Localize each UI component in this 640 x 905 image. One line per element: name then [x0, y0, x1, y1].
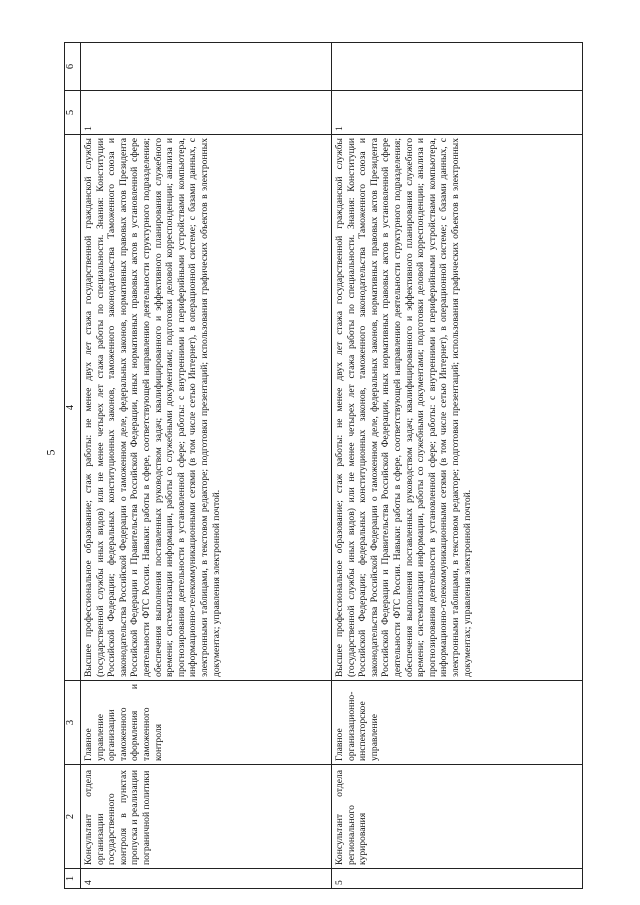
header-col-2: 2 — [65, 765, 81, 869]
header-row — [65, 43, 81, 889]
qualification-requirements: Высшее профессиональное образование; стаж работы: не менее двух лет стажа государственной гражданской службы (государственной службы иных видов) или не менее четырех лет стажа работы по специальности. Знания: Конституции Российской Федерации; федеральных конституционных законов, таможенного законодательства Таможенного союза и законодательства Российской Федерации о таможенном деле, федеральных законов, нормативных правовых актов Президента Российской Федерации и Правительства Российской Федерации, иных нормативных правовых актов в установленной сфере деятельности ФТС России. Навыки: работы в сфере, соответствующей направлению деятельности структурного подразделения; обеспечения выполнения поставленных руководством задач; квалифицированного и эффективного планирования служебного времени; систематизации информации, работы со служебными документами; подготовки деловой корреспонденции; анализа и прогнозирования деятельности в установленной сфере; работы: с внутренними и периферийными устройствами компьютера, информационно-телекоммуникационными сетями (в том числе сетью Интернет), в операционной системе; с базами данных, с электронными таблицами, в текстовом редакторе; подготовки презентаций; использования графических объектов в электронных документах; управления электронной почтой. — [332, 135, 583, 681]
position-title: Консультант отдела организации государственного контроля в пунктах пропуска и реализации пограничной политики — [81, 765, 332, 869]
header-col-6: 6 — [65, 43, 81, 91]
col6-value — [81, 43, 332, 91]
header-col-1: 1 — [65, 869, 81, 889]
col5-value: 1 — [81, 91, 332, 135]
row-number: 5 — [332, 869, 583, 889]
positions-table — [64, 42, 583, 889]
row-number: 4 — [81, 869, 332, 889]
division-name: Главное управление организации таможенного оформления и таможенного контроля — [81, 681, 332, 765]
header-col-5: 5 — [65, 91, 81, 135]
header-col-3: 3 — [65, 681, 81, 765]
table-row — [332, 43, 583, 889]
position-title: Консультант отдела регионального курирования — [332, 765, 583, 869]
header-col-4: 4 — [65, 135, 81, 681]
division-name: Главное организационно-инспекторское управление — [332, 681, 583, 765]
col6-value — [332, 43, 583, 91]
qualification-requirements: Высшее профессиональное образование; стаж работы: не менее двух лет стажа государственной гражданской службы (государственной службы иных видов) или не менее четырех лет стажа работы по специальности. Знания: Конституции Российской Федерации; федеральных конституционных законов, таможенного законодательства Таможенного союза и законодательства Российской Федерации о таможенном деле, федеральных законов, нормативных правовых актов Президента Российской Федерации и Правительства Российской Федерации, иных нормативных правовых актов в установленной сфере деятельности ФТС России. Навыки: работы в сфере, соответствующей направлению деятельности структурного подразделения; обеспечения выполнения поставленных руководством задач; квалифицированного и эффективного планирования служебного времени; систематизации информации, работы со служебными документами; подготовки деловой корреспонденции; анализа и прогнозирования деятельности в установленной сфере; работы: с внутренними и периферийными устройствами компьютера, информационно-телекоммуникационными сетями (в том числе сетью Интернет), в операционной системе; с базами данных, с электронными таблицами, в текстовом редакторе; подготовки презентаций; использования графических объектов в электронных документах; управления электронной почтой. — [81, 135, 332, 681]
table-row — [81, 43, 332, 889]
col5-value: 1 — [332, 91, 583, 135]
page-number: 5 — [43, 449, 58, 456]
rotated-table-container — [64, 43, 578, 889]
